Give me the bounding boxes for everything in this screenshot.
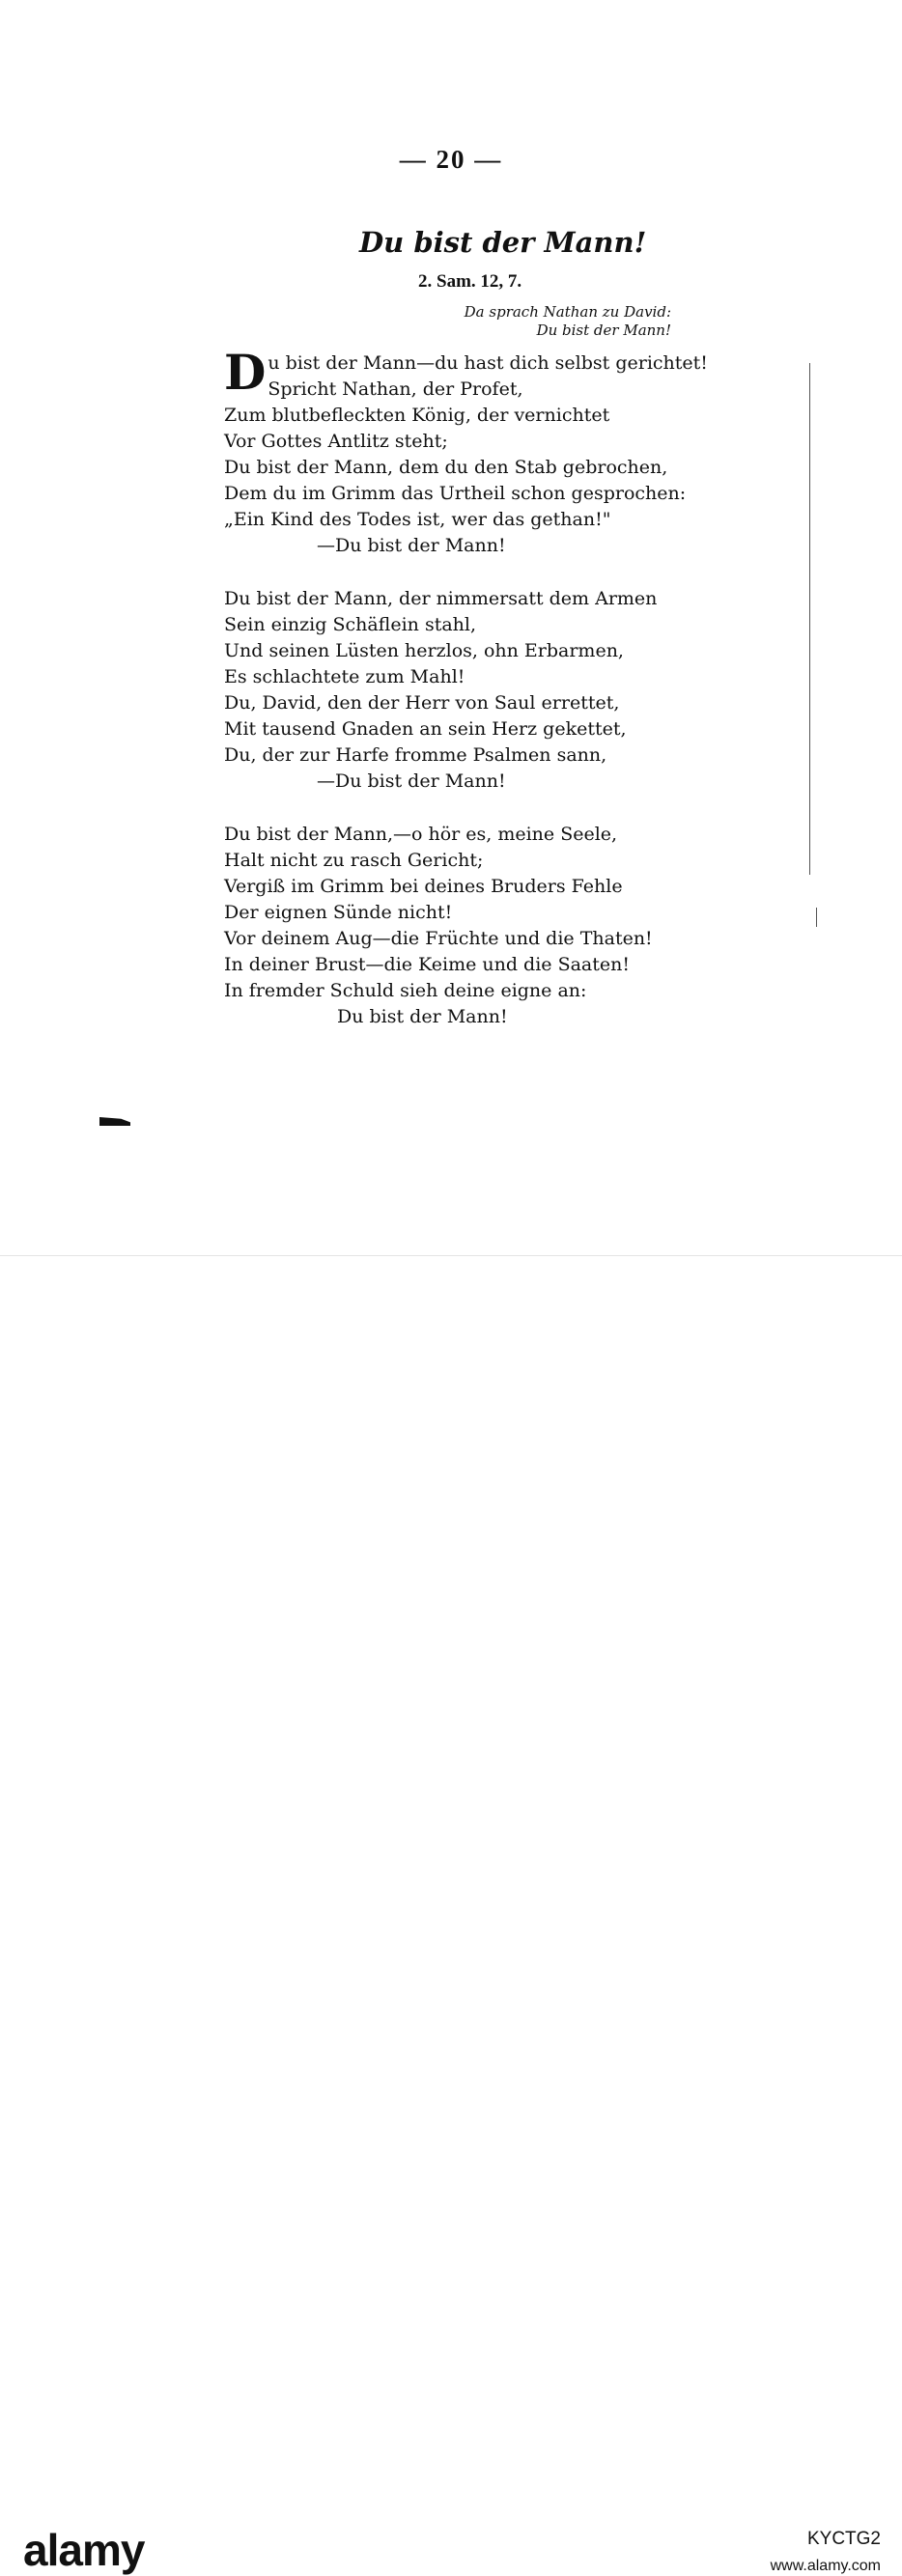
stanza-3 — [224, 822, 708, 1030]
poem-line: Zum blutbefleckten König, der vernichtet — [224, 405, 610, 426]
bible-reference: 2. Sam. 12, 7. — [418, 271, 522, 292]
image-code: KYCTG2 — [806, 2529, 881, 2549]
poem-line: Du, der zur Harfe fromme Psalmen sann, — [224, 744, 607, 766]
poem-line: Es schlachtete zum Mahl! — [224, 666, 465, 687]
stock-watermark-bar — [0, 1255, 902, 2575]
poem-refrain: —Du bist der Mann! — [317, 770, 506, 792]
poem-line: Mit tausend Gnaden an sein Herz gekettet, — [224, 718, 627, 740]
poem-line: In deiner Brust—die Keime und die Saaten! — [224, 954, 630, 975]
printer-mark — [99, 1117, 130, 1126]
poem-line: Vor deinem Aug—die Früchte und die Thaten! — [224, 928, 653, 949]
poem-line: Dem du im Grimm das Urtheil schon gesprochen: — [224, 483, 687, 504]
page-number: — 20 — — [399, 145, 503, 174]
margin-rule — [816, 908, 817, 927]
epigraph-line: Da sprach Nathan zu David: — [464, 303, 671, 321]
poem-line: Du bist der Mann, dem du den Stab gebrochen, — [224, 457, 668, 478]
scanned-page — [0, 0, 902, 1255]
poem-line: Du bist der Mann, der nimmersatt dem Armen — [224, 588, 658, 609]
epigraph — [464, 303, 671, 340]
stanza-1 — [224, 344, 708, 559]
poem-line: Sein einzig Schäflein stahl, — [224, 614, 477, 635]
alamy-logo: alamy — [23, 2525, 145, 2575]
poem-refrain: —Du bist der Mann! — [317, 535, 506, 556]
site-url: www.alamy.com — [770, 2558, 881, 2574]
poem-line: Spricht Nathan, der Profet, — [268, 378, 523, 400]
epigraph-line: Du bist der Mann! — [536, 322, 671, 339]
stanza-2 — [224, 586, 708, 795]
poem-line: Halt nicht zu rasch Gericht; — [224, 850, 484, 871]
poem-line: In fremder Schuld sieh deine eigne an: — [224, 980, 587, 1001]
poem-line: Vergiß im Grimm bei deines Bruders Fehle — [224, 876, 623, 897]
poem-refrain: Du bist der Mann! — [337, 1006, 508, 1027]
poem-line: „Ein Kind des Todes ist, wer das gethan!" — [224, 509, 611, 530]
poem-line: Vor Gottes Antlitz steht; — [224, 431, 448, 452]
poem-line: Du bist der Mann,—o hör es, meine Seele, — [224, 824, 618, 845]
poem-line: Du, David, den der Herr von Saul errettet, — [224, 692, 620, 714]
margin-rule — [809, 363, 810, 875]
poem-body — [224, 344, 708, 1030]
poem-line: Der eignen Sünde nicht! — [224, 902, 453, 923]
drop-cap: D — [224, 344, 267, 401]
poem-line-text: u bist der Mann—du hast dich selbst gerichtet! — [268, 352, 708, 374]
poem-title: Du bist der Mann! — [359, 226, 647, 259]
poem-line: Und seinen Lüsten herzlos, ohn Erbarmen, — [224, 640, 624, 661]
